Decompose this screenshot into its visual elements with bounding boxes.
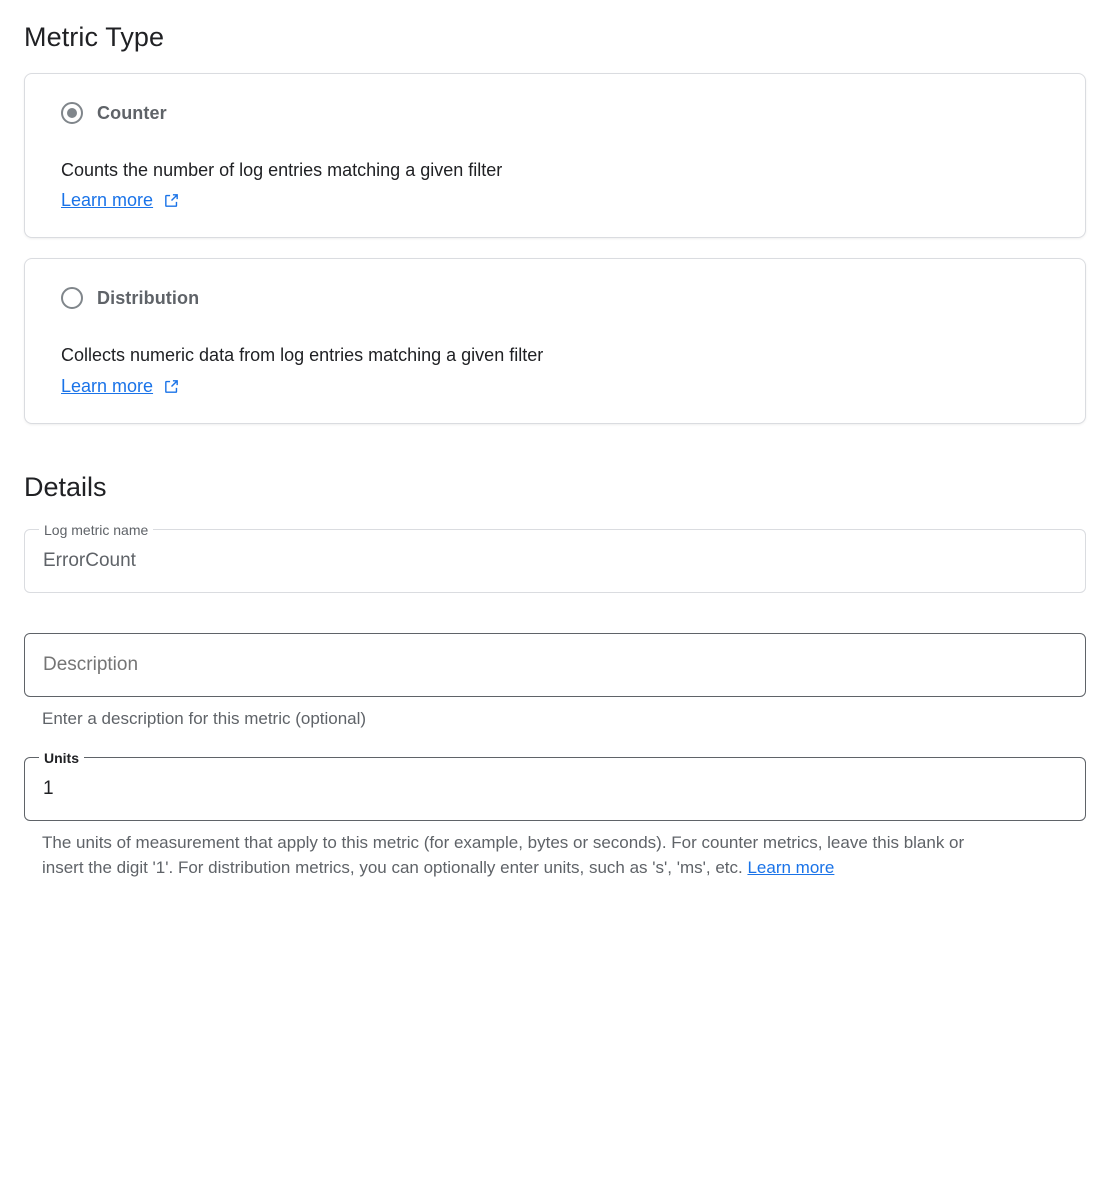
details-fields [0,521,1110,881]
external-link-icon [163,192,180,209]
distribution-learn-more-link[interactable] [61,376,180,397]
radio-distribution-icon[interactable] [61,287,83,309]
units-helper-text [24,831,974,880]
units-field[interactable] [24,750,1086,880]
units-outline[interactable] [24,750,1086,821]
radio-counter-icon[interactable] [61,102,83,124]
metric-type-option-distribution[interactable] [24,258,1086,423]
counter-description: Counts the number of log entries matching a given filter [61,160,503,180]
units-learn-more-link[interactable]: Learn more [747,857,835,877]
units-legend: Units [39,749,84,767]
metric-type-options [0,73,1110,424]
distribution-radio-row[interactable] [61,281,1049,309]
distribution-description: Collects numeric data from log entries matching a given filter [61,345,544,366]
external-link-icon [163,378,180,395]
units-helper-body: The units of measurement that apply to this metric (for example, bytes or seconds). For counter metrics, leave this blank or insert the digit '1'. For distribution metrics, you can optionally enter units, such as 's', 'ms', etc. [42,833,965,877]
description-input[interactable] [41,653,1069,677]
description-helper-text: Enter a description for this metric (optional) [42,708,367,728]
log-metric-name-outline[interactable] [24,521,1086,593]
distribution-learn-more-label: Learn more [61,375,154,396]
log-metric-name-field[interactable] [24,521,1086,593]
counter-learn-more-label: Learn more [61,190,154,211]
log-metric-name-legend: Log metric name [39,521,153,539]
description-field[interactable] [24,633,1086,732]
log-metric-name-input[interactable] [41,549,1069,573]
counter-learn-more-link[interactable] [61,190,180,211]
metric-type-option-counter[interactable] [24,73,1086,238]
units-input[interactable] [41,777,1069,801]
counter-radio-row[interactable] [61,96,1049,124]
counter-label: Counter [97,102,167,123]
page-title: Metric Type [24,22,165,52]
details-title: Details [24,471,107,502]
distribution-label: Distribution [97,287,200,308]
description-outline[interactable] [24,633,1086,697]
